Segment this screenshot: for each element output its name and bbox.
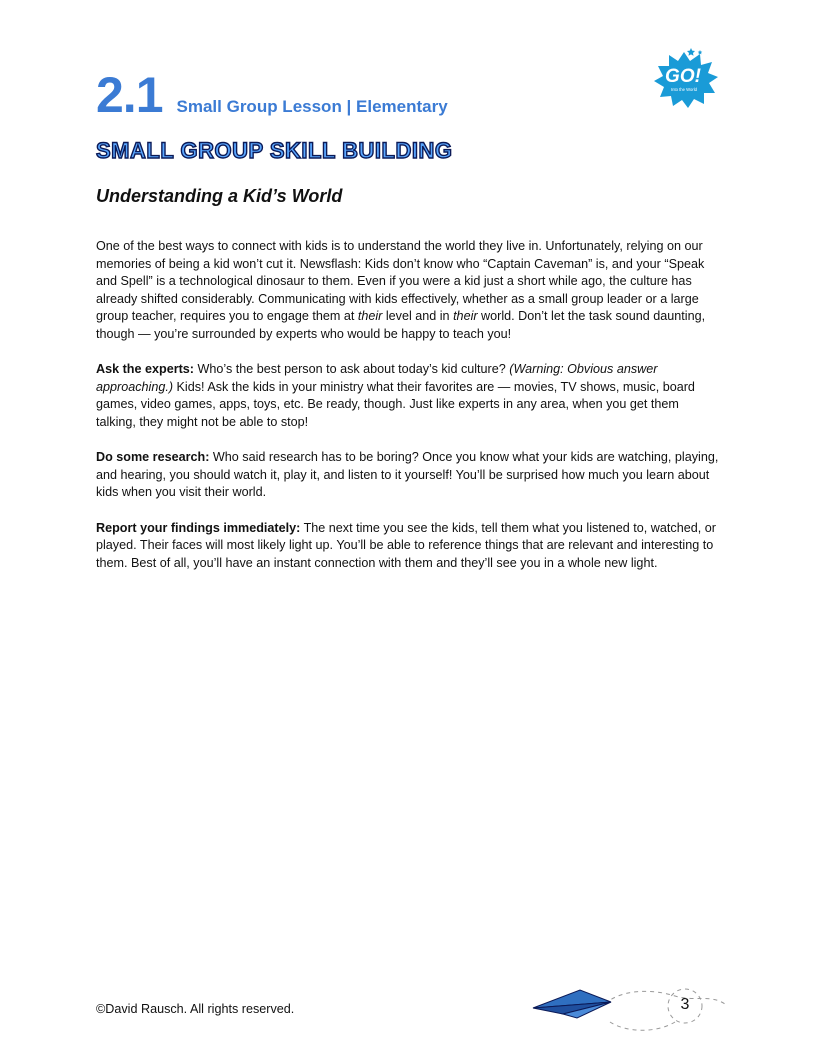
lesson-subtitle: Small Group Lesson | Elementary [176, 97, 448, 116]
experts-emphasis: (Warning: Obvious answer approaching.) [96, 362, 658, 394]
subtitle: Understanding a Kid’s World [96, 186, 343, 206]
lesson-number: 2.1 [96, 67, 163, 123]
intro-text-c: world. Don’t let the task sound daunting, though — you’re surrounded by experts who would be happy to teach you! [96, 309, 706, 341]
research-paragraph [96, 449, 722, 502]
experts-text-a: Who’s the best person to ask about today’s kid culture? [194, 362, 510, 377]
go-starburst-icon [648, 48, 720, 110]
logo-tagline: Into the World [671, 87, 697, 92]
paper-plane-icon [525, 982, 730, 1034]
report-label: Report your findings immediately: [96, 520, 301, 535]
intro-emphasis-2: their [453, 309, 478, 324]
research-text: Who said research has to be boring? Once you know what your kids are watching, playing, and hearing, you should watch it, play it, and listen to it yourself! You’ll be surprised how much you learn about kids when you visit their world. [96, 450, 719, 500]
footer-copyright: ©David Rausch. All rights reserved. [96, 1002, 295, 1016]
lesson-header [96, 67, 448, 123]
experts-text-b: Kids! Ask the kids in your ministry what their favorites are — movies, TV shows, music, board games, video games, apps, toys, etc. Be ready, though. Just like experts in any area, when you get them talking, they might not be able to stop! [96, 379, 695, 429]
intro-paragraph [96, 238, 722, 344]
intro-emphasis-1: their [357, 309, 383, 324]
section-title: SMALL GROUP SKILL BUILDING [96, 138, 453, 163]
research-label: Do some research: [96, 450, 210, 465]
report-text: The next time you see the kids, tell them what you listened to, watched, or played. Their faces will most likely light up. You’ll be able to reference things that are relevant and interesting to them. Best of all, you’ll have an instant connection with them and they’ll see you in a whole new light. [96, 520, 716, 570]
page-number: 3 [680, 996, 690, 1013]
report-paragraph [96, 520, 722, 573]
intro-text-a: One of the best ways to connect with kids is to understand the world they live in. Unfortunately, relying on our memories of being a kid won’t cut it. Newsflash: Kids don’t know who “Captain Caveman” is, and your “Speak and Spell” is a technological dinosaur to them. Even if you were a kid just a short while ago, the culture has already shifted considerably. Communicating with kids effectively, whether as a small group leader or a large group teacher, requires you to engage them at [96, 239, 705, 324]
logo-text: GO! [665, 66, 701, 87]
go-logo [648, 48, 720, 110]
experts-label: Ask the experts: [96, 362, 194, 377]
intro-text-b: level and in [382, 309, 454, 324]
experts-paragraph [96, 361, 722, 431]
body-text [96, 238, 722, 590]
